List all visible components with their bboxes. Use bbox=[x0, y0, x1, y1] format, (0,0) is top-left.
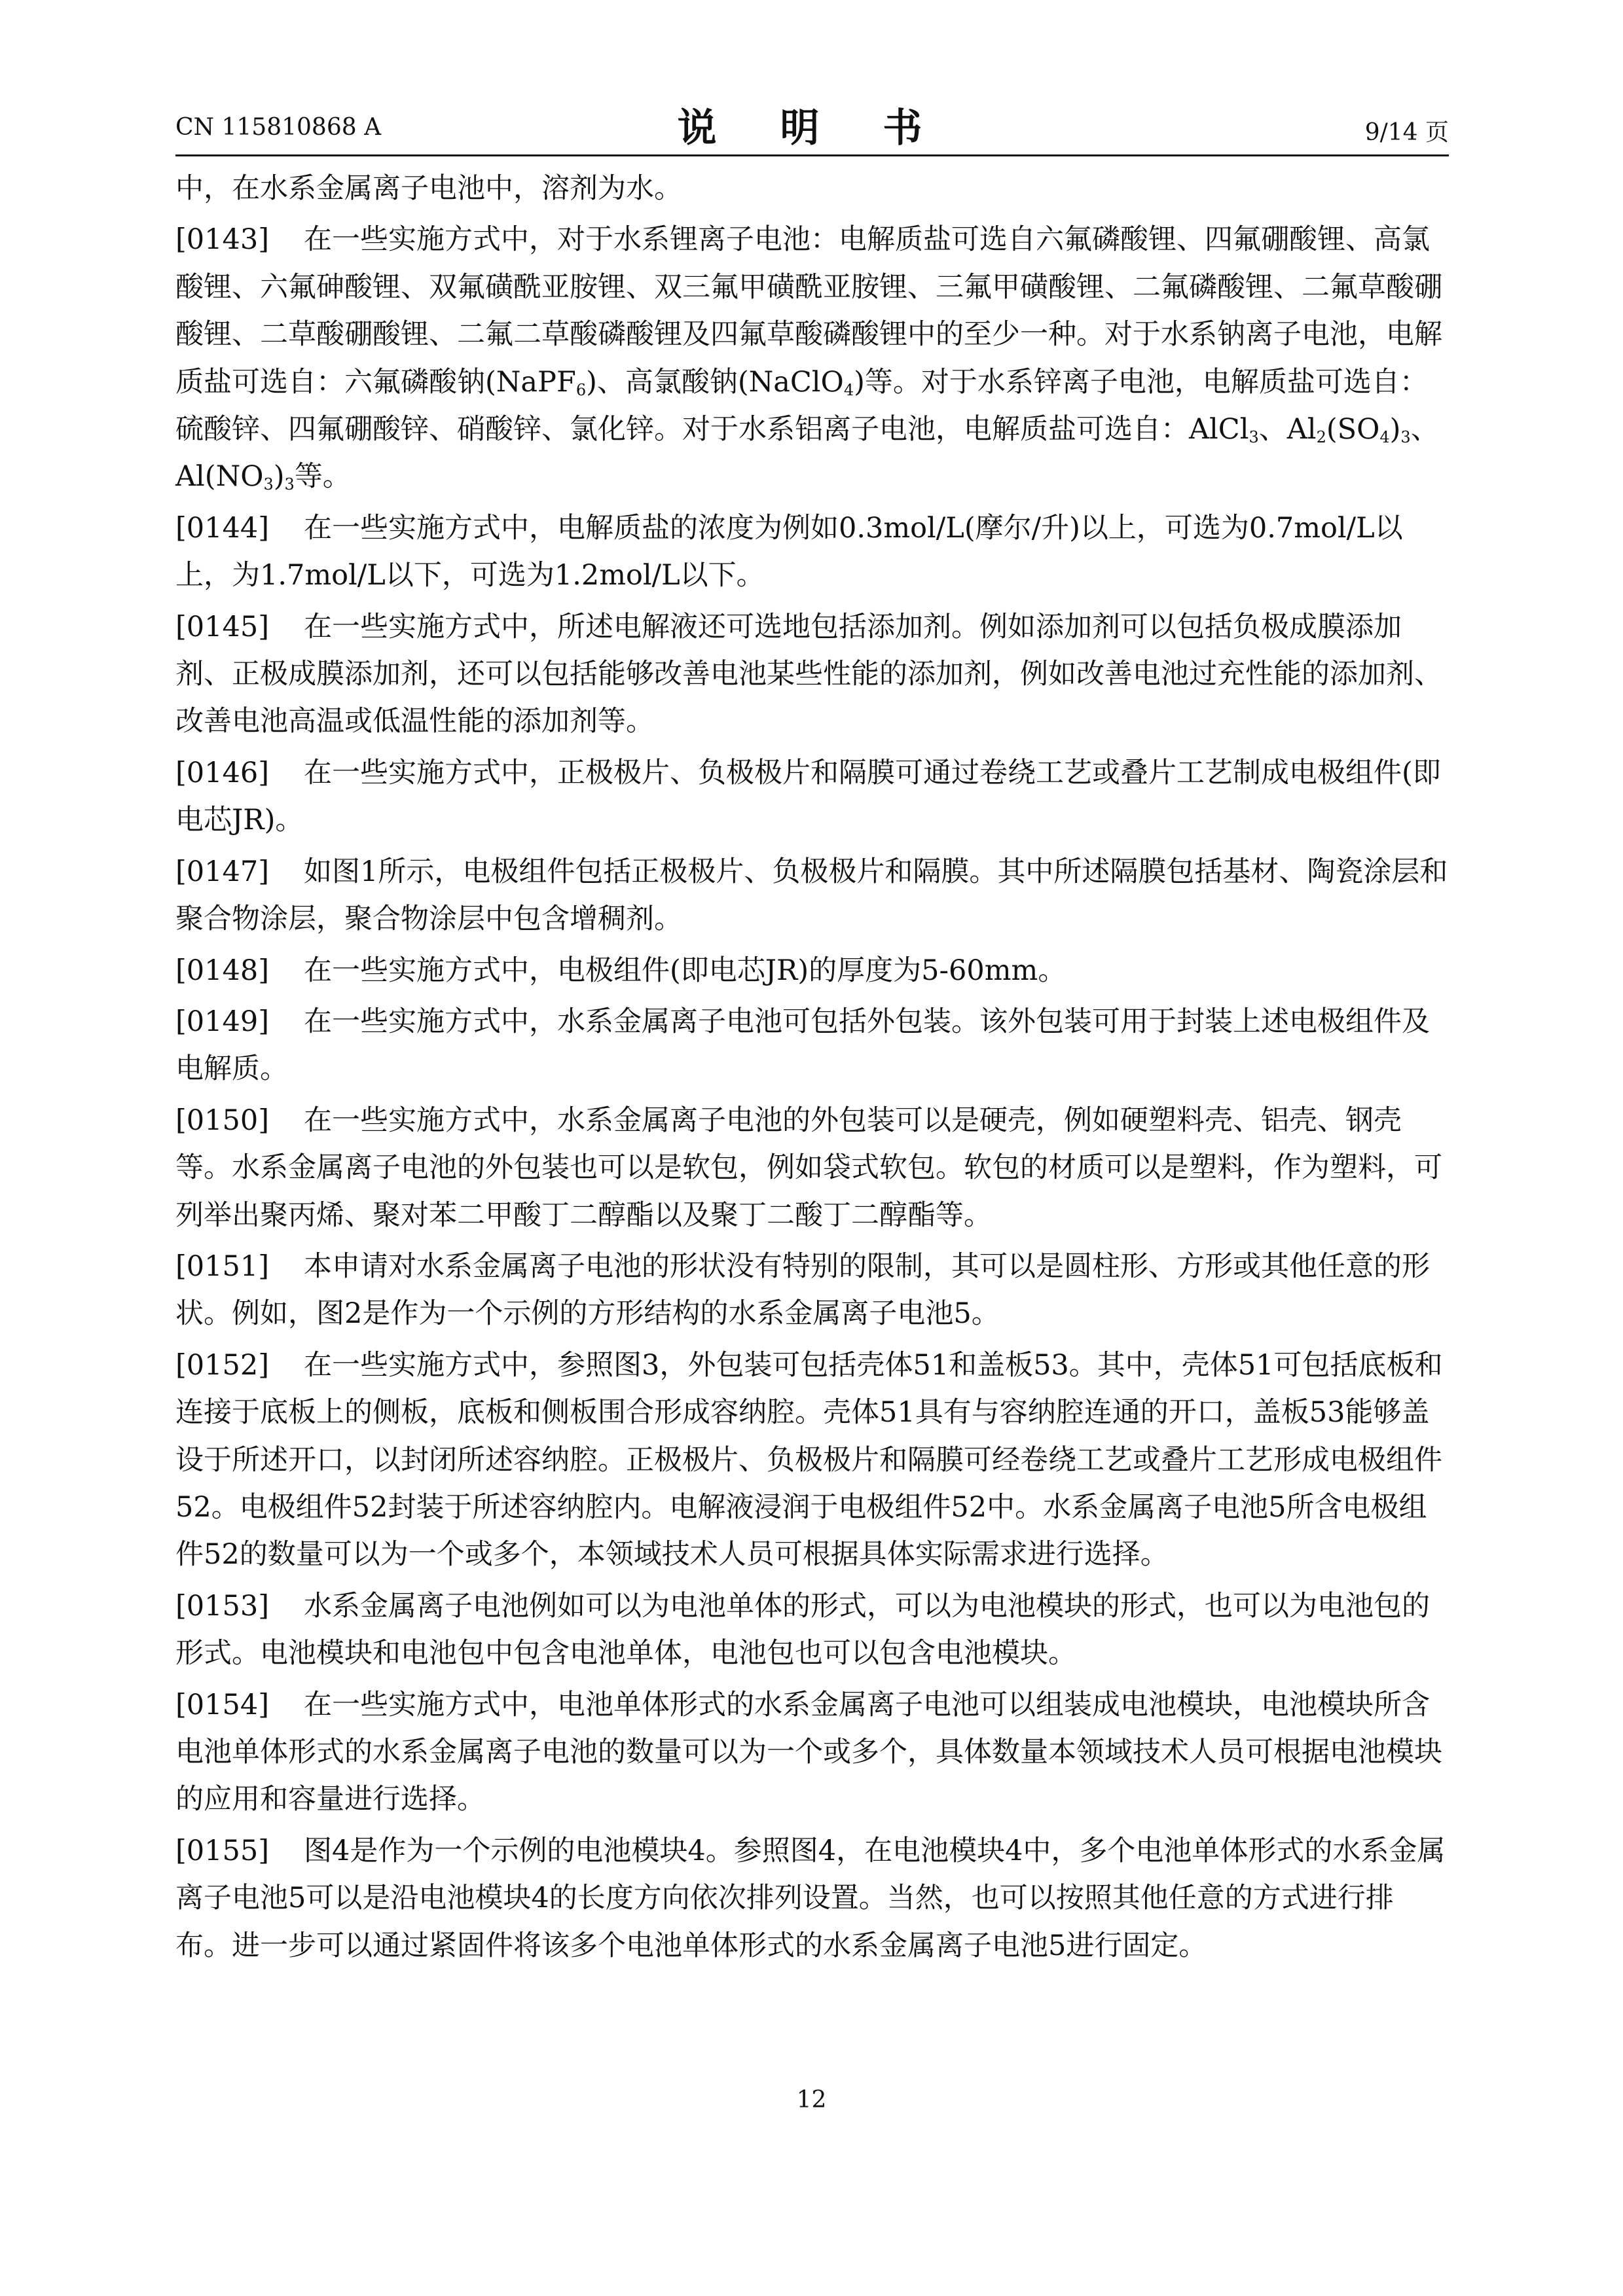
paragraph bbox=[175, 1243, 1449, 1338]
paragraph-text: 在一些实施方式中，对于水系锂离子电池：电解质盐可选自六氟磷酸锂、四氟硼酸锂、高氯酸锂、六氟砷酸锂、双氟磺酰亚胺锂、双三氟甲磺酰亚胺锂、三氟甲磺酸锂、二氟磷酸锂、二氟草酸硼酸锂、二草酸硼酸锂、二氟二草酸磷酸锂及四氟草酸磷酸锂中的至少一种。对于水系钠离子电池，电解质盐可选自：六氟磷酸钠(NaPF$_6$)、高氯酸钠(NaClO$_4$)等。对于水系锌离子电池，电解质盐可选自：硫酸锌、四氟硼酸锌、硝酸锌、氯化锌。对于水系铝离子电池，电解质盐可选自：AlCl$_3$、$Al_2(SO_4)_3$、$Al(NO_3)_3$等。 bbox=[175, 223, 1442, 494]
paragraph-number: [0147] bbox=[175, 855, 269, 888]
paragraph bbox=[175, 998, 1449, 1093]
paragraph-number: [0145] bbox=[175, 610, 269, 643]
paragraph bbox=[175, 1681, 1449, 1823]
paragraph bbox=[175, 1342, 1449, 1579]
paragraph-number: [0155] bbox=[175, 1834, 269, 1867]
paragraph-number: [0154] bbox=[175, 1688, 269, 1721]
document-body bbox=[175, 165, 1449, 1973]
paragraph bbox=[175, 1583, 1449, 1677]
paragraph-number: [0149] bbox=[175, 1005, 269, 1038]
paragraph-number: [0143] bbox=[175, 223, 269, 257]
paragraph-text: 图4是作为一个示例的电池模块4。参照图4，在电池模块4中，多个电池单体形式的水系金属离子电池5可以是沿电池模块4的长度方向依次排列设置。当然，也可以按照其他任意的方式进行排布。进一步可以通过紧固件将该多个电池单体形式的水系金属离子电池5进行固定。 bbox=[175, 1834, 1446, 1962]
paragraph bbox=[175, 947, 1449, 994]
document-title: 说 明 书 bbox=[677, 105, 947, 151]
paragraph-text: 在一些实施方式中，电池单体形式的水系金属离子电池可以组装成电池模块，电池模块所含电池单体形式的水系金属离子电池的数量可以为一个或多个，具体数量本领域技术人员可根据电池模块的应用和容量进行选择。 bbox=[175, 1688, 1442, 1816]
paragraph-text: 在一些实施方式中，所述电解液还可选地包括添加剂。例如添加剂可以包括负极成膜添加剂、正极成膜添加剂，还可以包括能够改善电池某些性能的添加剂，例如改善电池过充性能的添加剂、改善电池高温或低温性能的添加剂等。 bbox=[175, 610, 1442, 738]
paragraph-text: 如图1所示，电极组件包括正极极片、负极极片和隔膜。其中所述隔膜包括基材、陶瓷涂层和聚合物涂层，聚合物涂层中包含增稠剂。 bbox=[175, 855, 1448, 936]
paragraph-number: [0146] bbox=[175, 756, 269, 789]
paragraph-text: 本申请对水系金属离子电池的形状没有特别的限制，其可以是圆柱形、方形或其他任意的形状。例如，图2是作为一个示例的方形结构的水系金属离子电池5。 bbox=[175, 1249, 1430, 1331]
paragraph-number: [0151] bbox=[175, 1249, 269, 1283]
paragraph-text: 在一些实施方式中，正极极片、负极极片和隔膜可通过卷绕工艺或叠片工艺制成电极组件(即电芯JR)。 bbox=[175, 756, 1441, 837]
page-number: 12 bbox=[796, 2087, 827, 2113]
patent-number: CN 115810868 A bbox=[175, 114, 382, 141]
paragraph bbox=[175, 749, 1449, 844]
paragraph bbox=[175, 216, 1449, 500]
paragraph-number: [0148] bbox=[175, 954, 269, 987]
page-header bbox=[175, 97, 1449, 149]
paragraph-text: 水系金属离子电池例如可以为电池单体的形式，可以为电池模块的形式，也可以为电池包的形式。电池模块和电池包中包含电池单体，电池包也可以包含电池模块。 bbox=[175, 1589, 1430, 1670]
paragraph-number: [0150] bbox=[175, 1103, 269, 1137]
paragraph bbox=[175, 1097, 1449, 1239]
paragraph bbox=[175, 848, 1449, 943]
header-rule bbox=[175, 154, 1449, 156]
paragraph-number: [0144] bbox=[175, 511, 269, 545]
paragraph-text: 中，在水系金属离子电池中，溶剂为水。 bbox=[175, 172, 682, 205]
page-indicator: 9/14 页 bbox=[1364, 119, 1449, 146]
paragraph-text: 在一些实施方式中，电解质盐的浓度为例如0.3mol/L(摩尔/升)以上，可选为0.7mol/L以上，为1.7mol/L以下，可选为1.2mol/L以下。 bbox=[175, 511, 1403, 592]
paragraph-text: 在一些实施方式中，水系金属离子电池的外包装可以是硬壳，例如硬塑料壳、铝壳、钢壳等。水系金属离子电池的外包装也可以是软包，例如袋式软包。软包的材质可以是塑料，作为塑料，可列举出聚丙烯、聚对苯二甲酸丁二醇酯以及聚丁二酸丁二醇酯等。 bbox=[175, 1103, 1442, 1232]
paragraph bbox=[175, 1827, 1449, 1969]
paragraph bbox=[175, 165, 1449, 212]
paragraph-text: 在一些实施方式中，电极组件(即电芯JR)的厚度为5-60mm。 bbox=[304, 954, 1067, 987]
paragraph-text: 在一些实施方式中，参照图3，外包装可包括壳体51和盖板53。其中，壳体51可包括底板和连接于底板上的侧板，底板和侧板围合形成容纳腔。壳体51具有与容纳腔连通的开口，盖板53能够盖设于所述开口，以封闭所述容纳腔。正极极片、负极极片和隔膜可经卷绕工艺或叠片工艺形成电极组件52。电极组件52封装于所述容纳腔内。电解液浸润于电极组件52中。水系金属离子电池5所含电极组件52的数量可以为一个或多个，本领域技术人员可根据具体实际需求进行选择。 bbox=[175, 1348, 1443, 1571]
paragraph-number: [0152] bbox=[175, 1348, 269, 1382]
paragraph-number: [0153] bbox=[175, 1589, 269, 1623]
paragraph bbox=[175, 505, 1449, 600]
paragraph-text: 在一些实施方式中，水系金属离子电池可包括外包装。该外包装可用于封装上述电极组件及电解质。 bbox=[175, 1005, 1430, 1086]
paragraph bbox=[175, 603, 1449, 745]
